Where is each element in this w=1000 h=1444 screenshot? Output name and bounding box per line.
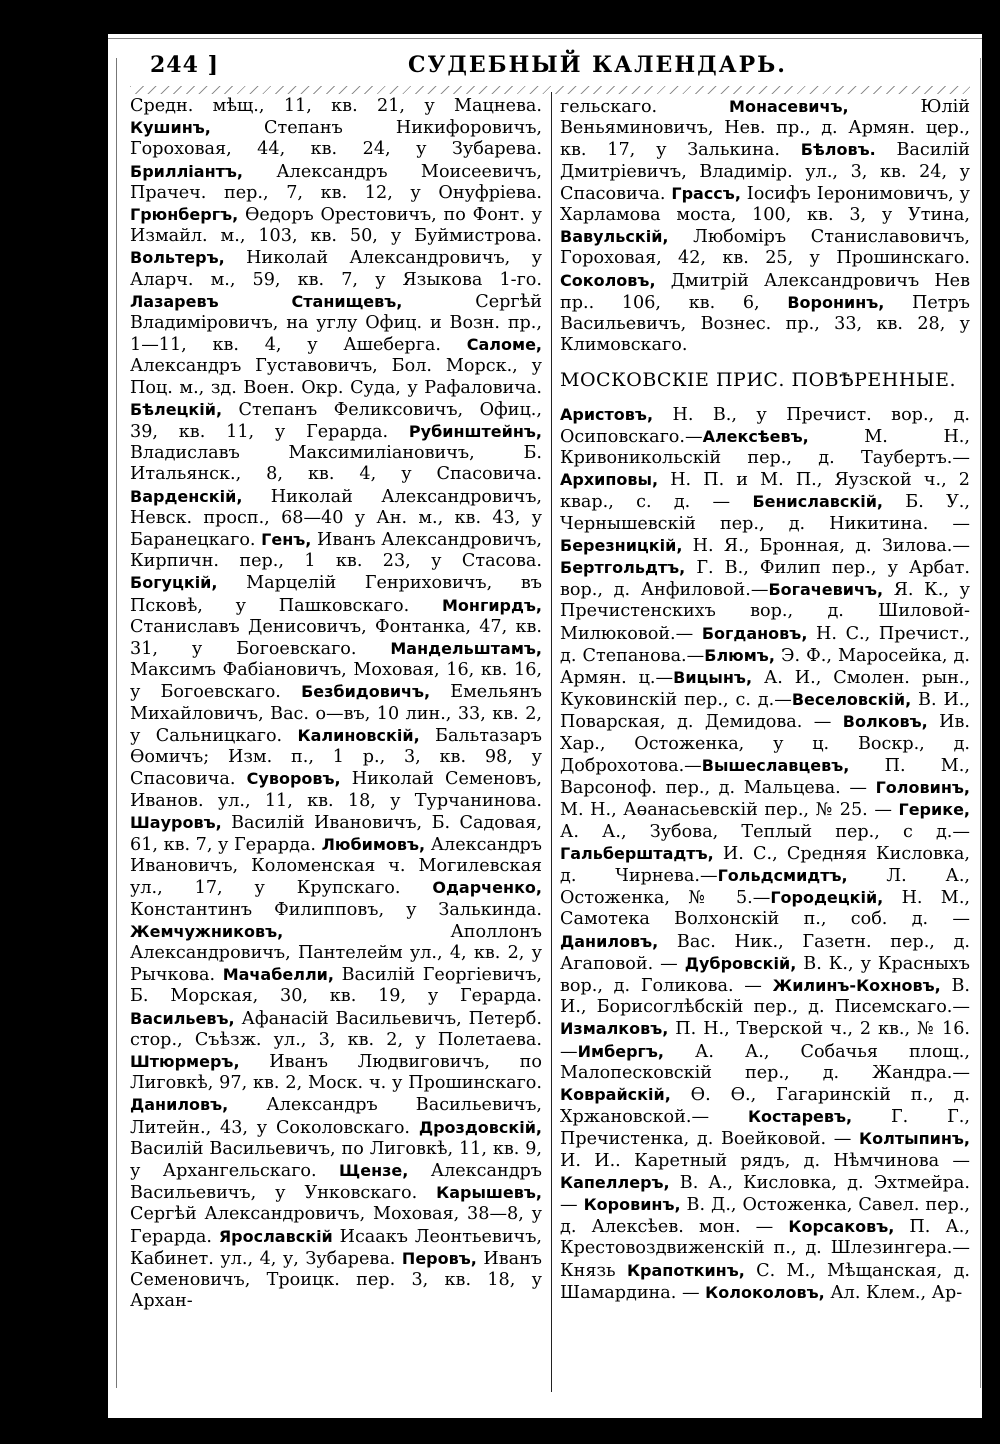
entry-name: Саломе, <box>466 335 542 355</box>
entry-text: Ив. Хар., Остоженка, у ц. Воскр., д. Доброхотова.— <box>560 712 970 776</box>
entry-text: Василiй Георгiевичъ, Б. Морская, 30, кв. 19, у Герарда. <box>130 965 543 1007</box>
entry-text: Г. В., Филип пер., у Арбат. вор., д. Анфиловой.— <box>560 558 970 601</box>
page-title: СУДЕБНЫЙ КАЛЕНДАРЬ. <box>408 52 787 78</box>
entry-text: Г. Г., Пречистенка, д. Воейковой. — <box>560 1107 970 1150</box>
column-divider <box>551 92 552 1392</box>
entry-name: Одарченко, <box>432 878 542 898</box>
entry-name: Калиновскiй, <box>297 725 420 745</box>
entry-text: И. С., Средняя Кисловка, д. Чирнева.— <box>560 843 970 886</box>
entry-text: Иванъ Семеновичъ, Троицк. пер. 3, кв. 18, у Архан- <box>130 1248 543 1312</box>
entry-text: Василiй Дмитрiевичъ, Владимiр. ул., 3, кв. 24, у Спасовича. <box>560 140 970 204</box>
right-column-text-bottom <box>560 404 970 1304</box>
entry-name: Алексѣевъ, <box>702 426 809 446</box>
entry-text: Александръ Ивановичъ, Коломенская ч. Могилевская ул., 17, у Крупскаго. <box>130 834 542 899</box>
top-rule <box>108 38 982 39</box>
entry-text: Вас. Ник., Газетн. пер., д. Агаповой. — <box>560 931 970 974</box>
entry-name: Штюрмеръ, <box>130 1051 240 1071</box>
entry-name: Васильевъ, <box>130 1008 235 1028</box>
entry-text: И. И.. Каретный рядъ, д. Нѣмчинова — <box>560 1150 970 1171</box>
entry-text: Ө. Ө., Гагаринскiй п., д. Хржановской.— <box>560 1084 970 1128</box>
entry-name: Богачевичъ, <box>768 580 884 600</box>
entry-name: Жемчужниковъ, <box>130 921 284 941</box>
entry-name: Вицынъ, <box>673 668 753 688</box>
entry-name: Вышеславцевъ, <box>701 755 850 775</box>
entry-text: В. И., Поварская, д. Демидова. — <box>560 690 970 733</box>
entry-name: Шауровъ, <box>130 812 222 832</box>
entry-name: Богуцкiй, <box>130 573 218 593</box>
entry-text: Дмитрiй Александровичъ Нев пр.. 106, кв. 6, <box>560 270 970 313</box>
entry-name: Дроздовскiй, <box>418 1117 542 1137</box>
entry-text: Өедоръ Орестовичъ, по Фонт. у Измайл. м., 103, кв. 50, у Буймистрова. <box>130 205 542 247</box>
entry-name: Монгирдъ, <box>441 595 542 615</box>
entry-text: Василiй Ивановичъ, Б. Садовая, 61, кв. 7, у Герарда. <box>130 812 542 855</box>
entry-name: Генъ, <box>261 530 312 550</box>
entry-text: М. Н., Кривоникольскiй пер., д. Таубертъ.— <box>560 426 970 469</box>
entry-text: Аполлонъ Александровичъ, Пантелейм ул., 4, кв. 2, у Рычкова. <box>130 921 542 986</box>
entry-name: Грассъ, <box>671 183 741 203</box>
entry-name: Бѣловъ. <box>800 140 876 160</box>
entry-text: Я. К., у Пречистенскихъ вор., д. Шиловой-Милюковой.— <box>560 580 970 644</box>
entry-name: Варденскiй, <box>130 486 243 506</box>
entry-text: Н. П. и М. П., Яузской ч., 2 квар., с. д. — <box>560 470 970 513</box>
entry-name: Измалковъ, <box>560 1019 669 1039</box>
entry-name: Бѣлецкiй, <box>130 399 223 419</box>
entry-text: Степанъ Никифоровичъ, Гороховая, 44, кв. 24, у Зубарева. <box>130 118 542 160</box>
entry-name: Городецкiй, <box>770 888 884 908</box>
entry-text: Иванъ Александровичъ, Кирпичн. пер., 1 кв. 23, у Стасова. <box>130 530 542 572</box>
entry-name: Вольтеръ, <box>130 248 225 268</box>
entry-name: Бриллiантъ, <box>130 161 244 181</box>
entry-name: Соколовъ, <box>560 270 656 290</box>
entry-text: А. А., Собачья площ., Малопесковскiй пер., д. Жандра.— <box>560 1041 970 1083</box>
entry-name: Березницкiй, <box>560 535 683 555</box>
entry-name: Колоколовъ, <box>705 1282 825 1302</box>
entry-text: Средн. мѣщ., 11, кв. 21, у Мацнева. <box>130 96 542 116</box>
entry-text: Александръ Моисеевичъ, Прачеч. пер., 7, кв. 12, у Онуфрiева. <box>130 161 542 203</box>
entry-name: Головинъ, <box>875 778 970 798</box>
entry-name: Имбергъ, <box>577 1041 664 1061</box>
entry-text: Афанасiй Васильевичъ, Петерб. стор., Съѣзж. ул., 3, кв. 2, у Полетаева. <box>130 1008 542 1050</box>
entry-text: Н. В., у Пречист. вор., д. Осиповскаго.— <box>560 404 970 447</box>
entry-text: Iосифъ Iеронимовичъ, у Харламова моста, 100, кв. 3, у Утина, <box>560 183 971 226</box>
entry-name: Ярославскiй <box>218 1226 333 1246</box>
entry-name: Капеллеръ, <box>560 1172 670 1192</box>
entry-text: М. Н., Аөанасьевскiй пер., № 25. — <box>560 800 899 821</box>
entry-name: Гольдсмидтъ, <box>717 865 848 885</box>
entry-text: Владиславъ Максимилiановичъ, Б. Итальянск., 8, кв. 4, у Спасовича. <box>130 443 542 485</box>
entry-text: Максимъ Фабiановичъ, Моховая, 16, кв. 16, у Богоевскаго. <box>130 660 542 703</box>
entry-text: Александръ Густавовичъ, Бол. Морск., у Поц. м., зд. Воен. Окр. Суда, у Рафаловича. <box>130 356 542 398</box>
entry-name: Мандельштамъ, <box>390 639 542 659</box>
entry-name: Аристовъ, <box>560 404 654 424</box>
entry-text: Александръ Васильевичъ, у Унковскаго. <box>130 1160 543 1204</box>
entry-name: Лазаревъ Станищевъ, <box>130 291 403 311</box>
left-margin-rule <box>116 58 117 1388</box>
entry-text: А. А., Зубова, Теплый пер., с д.— <box>560 821 970 842</box>
entry-text: Юлiй Веньяминовичъ, Нев. пр., д. Армян. цер., кв. 17, у Залькина. <box>560 97 970 161</box>
entry-text: В. И., Борисоглѣбскiй пер., д. Писемскаго.— <box>560 975 970 1018</box>
entry-name: Волковъ, <box>842 712 928 732</box>
entry-name: Грюнбергъ, <box>130 205 239 225</box>
entry-text: Петръ Васильевичъ, Вознес. пр., 33, кв. 28, у Климовскаго. <box>560 292 970 356</box>
entry-name: Любимовъ, <box>321 834 426 854</box>
entry-text: Н. М., Самотека Волхонскiй п., соб. д. — <box>560 888 971 930</box>
entry-name: Костаревъ, <box>747 1107 853 1127</box>
entry-text: Василiй Васильевичъ, по Лиговкѣ, 11, кв. 9, у Архангельскаго. <box>130 1138 542 1181</box>
entry-name: Колтыпинъ, <box>859 1129 970 1149</box>
entry-name: Мачабелли, <box>222 965 334 985</box>
entry-name: Богдановъ, <box>701 623 808 643</box>
entry-name: Безбидовичъ, <box>301 682 431 702</box>
entry-name: Вавульскiй, <box>560 227 669 247</box>
entry-text: Исаакъ Леонтьевичъ, Кабинет. ул., 4, у, Зубарева. <box>130 1226 542 1269</box>
entry-name: Даниловъ, <box>560 931 659 951</box>
entry-text: Сергѣй Александровичъ, Моховая, 38—8, у Герарда. <box>130 1204 542 1247</box>
entry-text: В. А., Кисловка, д. Эхтмейра. — <box>560 1172 970 1215</box>
entry-text: Николай Александровичъ, у Аларч. м., 59, кв. 7, у Языкова 1-го. <box>130 248 542 290</box>
entry-name: Кушинъ, <box>130 118 211 138</box>
page-number: 244 ] <box>150 52 219 78</box>
entry-text: П. А., Крестовоздвиженскiй п., д. Шлезингера.—Князь <box>560 1217 970 1281</box>
entry-name: Даниловъ, <box>130 1095 229 1115</box>
entry-text: Э. Ф., Маросейка, д. Армян. ц.— <box>560 645 970 689</box>
entry-text: Емельянъ Михайловичъ, Вас. о—въ, 10 лин., 33, кв. 2, у Сальницкаго. <box>130 682 542 746</box>
entry-text: А. И., Смолен. рын., Куковинскiй пер., с. д.— <box>560 668 970 711</box>
entry-name: Корсаковъ, <box>788 1217 895 1237</box>
entry-text: Н. Я., Бронная, д. Зилова.— <box>682 535 970 556</box>
entry-name: Бениславскiй, <box>752 492 883 512</box>
entry-text: С. М., Мѣщанская, д. Шамардина. — <box>560 1260 970 1303</box>
entry-text: П. Н., Тверской ч., 2 кв., № 16.— <box>560 1019 970 1062</box>
left-column <box>130 96 542 1312</box>
entry-text: Николай Семеновъ, Иванов. ул., 11, кв. 18, у Турчанинова. <box>130 769 543 811</box>
entry-name: Веселовскiй, <box>791 690 912 710</box>
entry-name: Герике, <box>898 800 970 820</box>
entry-text: Степанъ Феликсовичъ, Офиц., 39, кв. 11, у Герарда. <box>130 399 542 443</box>
page-header <box>150 52 980 82</box>
entry-text: Бальтазаръ Өомичъ; Изм. п., 1 р., 3, кв. 98, у Спасовича. <box>130 725 542 790</box>
entry-text: П. М., Варсоноф. пер., д. Мальцева. — <box>560 755 970 799</box>
entry-text: Б. У., Чернышевскiй пер., д. Никитина. — <box>560 492 970 534</box>
entry-text: Н. С., Пречист., д. Степанова.— <box>560 623 970 666</box>
entry-name: Блюмъ, <box>704 645 775 665</box>
entry-text: Станиславъ Денисовичъ, Фонтанка, 47, кв. 31, у Богоевскаго. <box>130 616 542 660</box>
header-ornament-rule <box>130 86 970 94</box>
entry-name: Гальберштадтъ, <box>560 843 714 863</box>
left-column-text <box>130 96 542 1312</box>
entry-text: В. К., у Красныхъ вор., д. Голикова. — <box>560 953 970 996</box>
entry-text: Николай Александровичъ, Невск. просп., 68—40 у Ан. м., кв. 43, у Баранецкаго. <box>130 486 542 551</box>
entry-text: Сергѣй Владимiровичъ, на углу Офиц. и Возн. пр., 1—11, кв. 4, у Ашеберга. <box>130 291 542 356</box>
entry-text: В. Д., Остоженка, Савел. пер., д. Алексѣев. мон. — <box>560 1194 971 1238</box>
entry-name: Монасевичъ, <box>729 97 849 116</box>
entry-text: Л. А., Остоженка, № 5.— <box>560 865 971 909</box>
entry-name: Перовъ, <box>401 1248 477 1268</box>
entry-name: Суворовъ, <box>246 769 341 789</box>
entry-name: Дубровскiй, <box>684 953 797 973</box>
entry-name: Жилинъ-Кохновъ, <box>772 975 941 995</box>
entry-text: Александръ Васильевичъ, Литейн., 43, у Соколовскаго. <box>130 1095 542 1138</box>
entry-text: Иванъ Людвиговичъ, по Лиговкѣ, 97, кв. 2, Моск. ч. у Прошинскаго. <box>130 1051 542 1094</box>
entry-name: Бертгольдтъ, <box>560 558 686 578</box>
entry-text: Любомiръ Станиславовичъ, Гороховая, 42, кв. 25, у Прошинскаго. <box>560 227 970 269</box>
entry-name: Коровинъ, <box>583 1194 681 1214</box>
entry-name: Крапоткинъ, <box>626 1260 745 1280</box>
entry-text: гельскаго. <box>560 97 730 117</box>
entry-text: Константинъ Филипповъ, у Залькинда. <box>130 899 542 920</box>
right-margin-rule <box>980 58 981 1388</box>
entry-name: Воронинъ, <box>787 292 885 312</box>
entry-text: Ал. Клем., Ар- <box>824 1282 963 1303</box>
entry-name: Коврайскiй, <box>560 1084 671 1104</box>
entry-text: Марцелiй Генриховичъ, въ Псковѣ, у Пашковскаго. <box>130 573 542 616</box>
entry-name: Щензе, <box>339 1160 409 1180</box>
entry-name: Карышевъ, <box>436 1183 542 1203</box>
right-column <box>560 96 970 1304</box>
entry-name: Архиповы, <box>560 470 659 490</box>
entry-name: Рубинштейнъ, <box>408 422 542 442</box>
right-column-text-top <box>560 96 970 356</box>
section-heading: МОСКОВСКIЕ ПРИС. ПОВѢРЕННЫЕ. <box>560 369 956 392</box>
